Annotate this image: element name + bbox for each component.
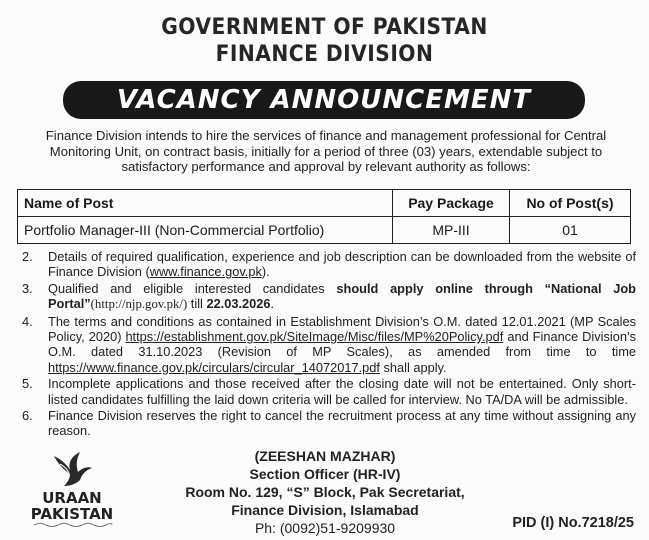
- bird-icon: [50, 450, 94, 490]
- list-item: [14, 281, 636, 313]
- table-row: [18, 217, 631, 244]
- njp-portal-link[interactable]: (http://njp.gov.pk/): [90, 297, 188, 312]
- text-segment: till: [187, 296, 207, 312]
- pid-number: PID (I) No.7218/25: [512, 515, 634, 531]
- text-segment: The terms and conditions as contained in Establishment Division’s O.M. dated 12.01.2021 (MP Scales Policy, 2020): [48, 313, 636, 345]
- emphasis-text: should apply online through “National Job Portal”: [48, 280, 637, 312]
- item-text: Finance Division reserves the right to cancel the recruitment process at any time without assigning any reason.: [48, 408, 636, 439]
- column-header-post: Name of Post: [18, 190, 393, 217]
- logo-line-1: URAAN: [42, 489, 102, 507]
- list-item: [14, 314, 636, 376]
- officer-name: (ZEESHAN MAZHAR): [254, 448, 396, 464]
- finance-website-link[interactable]: www.finance.gov.pk: [149, 264, 262, 280]
- list-item: [14, 408, 636, 439]
- officer-designation: Section Officer (HR-IV): [249, 466, 401, 482]
- text-segment: shall apply.: [379, 359, 447, 375]
- vacancy-banner: VACANCY ANNOUNCEMENT: [63, 81, 585, 119]
- logo-text: [22, 490, 122, 522]
- signature-block: [160, 447, 490, 537]
- terms-list: [14, 249, 636, 440]
- pay-package-cell: MP-III: [393, 217, 510, 244]
- item-text: [48, 281, 636, 313]
- text-segment: Details of required qualification, experience and job description can be downloaded from the website of Finance Division (: [48, 249, 636, 280]
- column-header-pay: Pay Package: [393, 190, 510, 217]
- address-line-2: Finance Division, Islamabad: [231, 502, 419, 518]
- item-text: [48, 314, 636, 376]
- post-name-cell: Portfolio Manager-III (Non-Commercial Portfolio): [18, 217, 393, 244]
- text-segment: and Finance Division’s O.M. dated 31.10.2023 (Revision of MP Scales), as amended from time to time: [48, 329, 636, 360]
- item-number: 5.: [22, 376, 33, 392]
- item-text: Incomplete applications and those received after the closing date will not be entertained. Only short-listed candidates fulfilling the laid down criteria will be called for interview. No TA/DA will be admissible.: [48, 376, 636, 407]
- address-line-1: Room No. 129, “S” Block, Pak Secretariat,: [185, 484, 465, 500]
- closing-date: 22.03.2026: [206, 296, 271, 312]
- text-segment: ).: [261, 264, 270, 280]
- header-subtitle: FINANCE DIVISION: [215, 42, 434, 67]
- item-number: 2.: [22, 249, 33, 264]
- post-count-cell: 01: [510, 217, 631, 244]
- mp-policy-link[interactable]: https://establishment.gov.pk/SiteImage/Misc/files/MP%20Policy.pdf: [125, 329, 504, 345]
- column-header-count: No of Post(s): [510, 190, 631, 217]
- list-item: [14, 249, 636, 280]
- uraan-pakistan-logo: [22, 448, 122, 532]
- logo-tagline-mark: [32, 522, 114, 528]
- item-text: [48, 249, 636, 280]
- item-number: 3.: [22, 280, 33, 296]
- header-title: GOVERNMENT OF PAKISTAN: [161, 15, 488, 40]
- item-number: 4.: [22, 313, 33, 329]
- item-number: 6.: [22, 408, 33, 424]
- posts-table: [17, 189, 631, 244]
- list-item: [14, 376, 636, 407]
- intro-paragraph: Finance Division intends to hire the services of finance and management professional for Central Monitoring Unit, on contract basis, initially for a period of three (03) years, extendable subject to satisfactory performance and approval by relevant authority as follows:: [45, 128, 607, 174]
- table-header-row: [18, 190, 631, 217]
- phone-number: Ph: (0092)51-9209930: [254, 520, 396, 536]
- logo-line-2: PAKISTAN: [30, 505, 114, 523]
- circular-link[interactable]: https://www.finance.gov.pk/circulars/circular_14072017.pdf: [48, 359, 380, 375]
- text-segment: .: [270, 296, 275, 312]
- text-segment: Qualified and eligible interested candidates: [48, 280, 337, 296]
- header: [0, 14, 649, 68]
